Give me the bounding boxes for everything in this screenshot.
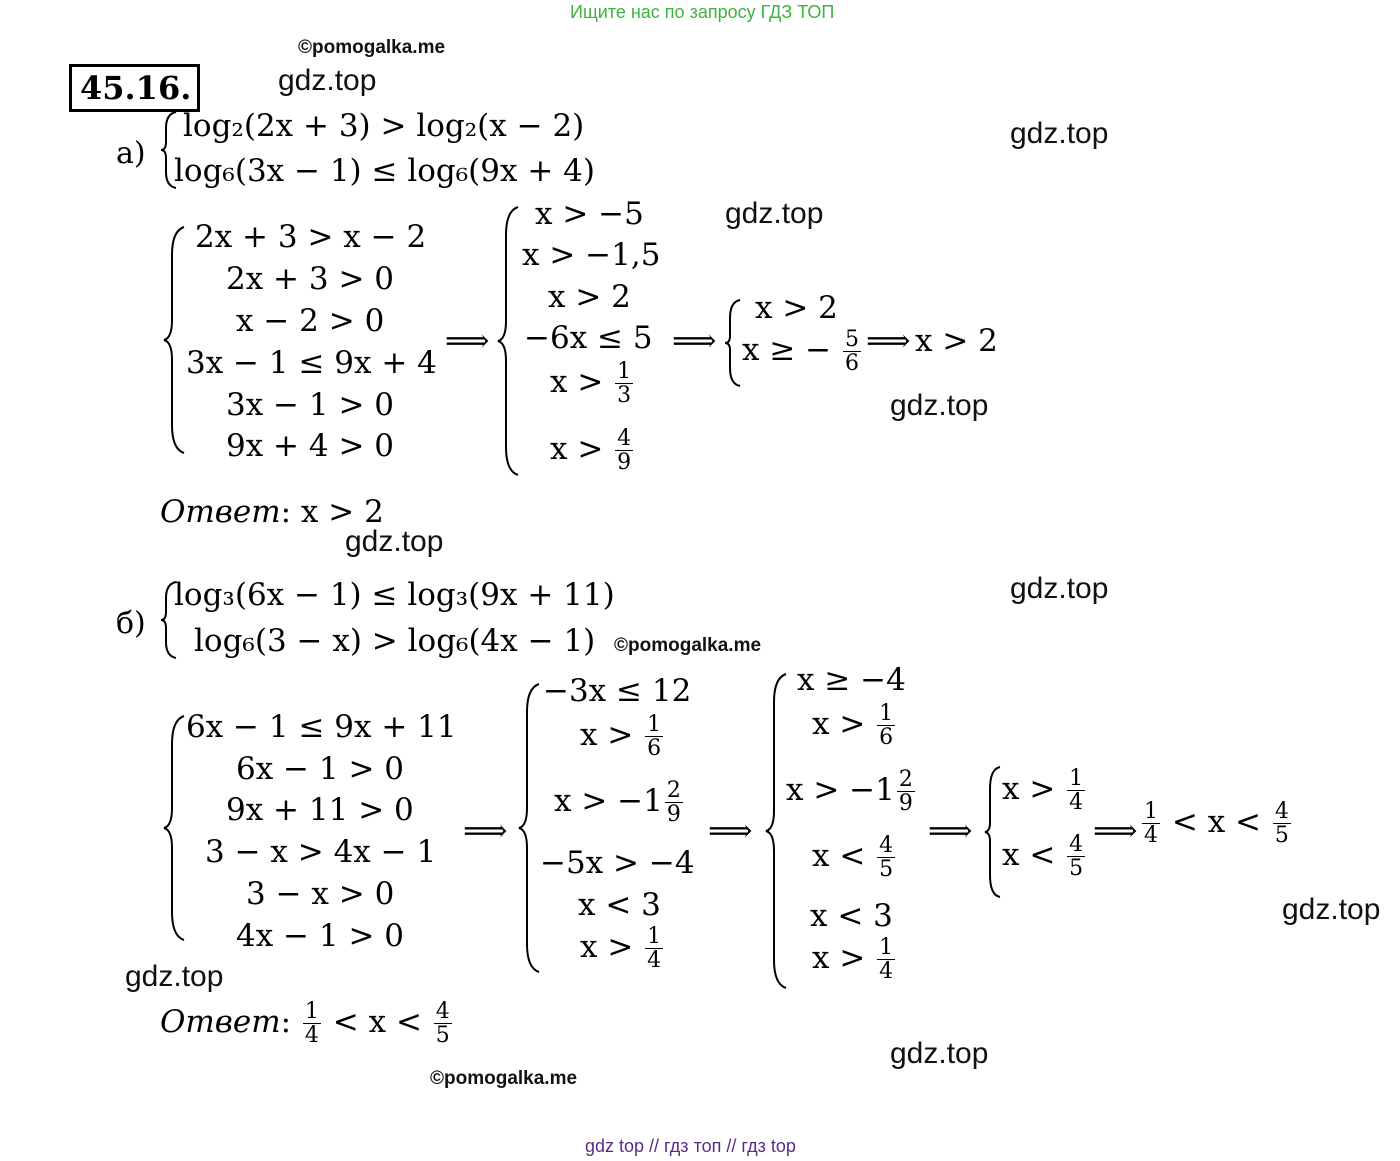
step-line: 6x − 1 > 0 xyxy=(236,751,405,787)
brace xyxy=(764,672,790,990)
step-line: 4x − 1 > 0 xyxy=(236,918,405,954)
fraction: $\frac{2}{9}$ xyxy=(898,767,913,817)
top-banner: Ищите нас по запросу ГДЗ ТОП xyxy=(570,2,835,22)
watermark: gdz.top xyxy=(1010,572,1109,605)
step-line: 3 − x > 0 xyxy=(246,876,395,912)
watermark: gdz.top xyxy=(890,1037,989,1070)
fraction: $\frac{2}{9}$ xyxy=(666,778,681,828)
fraction: $\frac{4}{5}$ xyxy=(1274,799,1289,849)
step-line: x > $\frac{1}{6}$ xyxy=(812,701,894,751)
watermark: gdz.top xyxy=(1010,117,1109,150)
step-line: 2x + 3 > 0 xyxy=(226,261,395,297)
brace xyxy=(496,205,522,477)
bottom-banner: gdz top // гдз топ // гдз top xyxy=(585,1136,796,1156)
answer: Ответ: x > 2 xyxy=(160,494,384,530)
part-b-label: б) xyxy=(116,606,146,641)
step-line: 9x + 11 > 0 xyxy=(226,792,414,828)
step-line: 9x + 4 > 0 xyxy=(226,428,395,464)
watermark: gdz.top xyxy=(278,64,377,97)
brace xyxy=(162,714,188,942)
step-line: x > −1,5 xyxy=(522,237,661,273)
implies-arrow: ⟹ xyxy=(463,813,508,849)
step-line: x < 3 xyxy=(810,898,893,934)
answer: Ответ: $\frac{1}{4}$ < x < $\frac{4}{5}$ xyxy=(160,999,450,1049)
brace xyxy=(517,682,543,974)
step-line: x > $\frac{1}{4}$ xyxy=(1002,766,1084,816)
step-line: x > −5 xyxy=(535,196,644,232)
step-line: 3x − 1 > 0 xyxy=(226,387,395,423)
implies-arrow: ⟹ xyxy=(928,813,973,849)
brace xyxy=(724,298,744,388)
step-line: x < 3 xyxy=(578,887,661,923)
watermark: gdz.top xyxy=(1282,893,1381,926)
step-line: x > $\frac{1}{4}$ xyxy=(580,924,662,974)
watermark: gdz.top xyxy=(125,960,224,993)
part-a-label: а) xyxy=(116,136,146,171)
step-line: x > $\frac{1}{3}$ xyxy=(550,359,632,409)
fraction: $\frac{1}{4}$ xyxy=(647,924,662,974)
step-line: 3 − x > 4x − 1 xyxy=(205,834,437,870)
step-line: 2x + 3 > x − 2 xyxy=(195,219,427,255)
step-line: x > 2 xyxy=(548,279,631,315)
fraction: $\frac{4}{9}$ xyxy=(617,426,632,476)
step-line: x > $\frac{1}{4}$ xyxy=(812,935,894,985)
implies-arrow: ⟹ xyxy=(1093,813,1138,849)
fraction: $\frac{1}{4}$ xyxy=(879,935,894,985)
copyright-mark: ©pomogalka.me xyxy=(614,635,762,656)
step-line: x > −1 $\frac{2}{9}$ xyxy=(786,767,913,817)
watermark: gdz.top xyxy=(890,389,989,422)
brace xyxy=(984,765,1004,899)
fraction: $\frac{4}{5}$ xyxy=(879,833,894,883)
result: $\frac{1}{4}$ < x < $\frac{4}{5}$ xyxy=(1144,799,1289,849)
result: x > 2 xyxy=(915,323,998,359)
step-line: x < $\frac{4}{5}$ xyxy=(1002,832,1084,882)
system-line: log₃(6x − 1) ≤ log₃(9x + 11) xyxy=(174,577,615,613)
copyright-mark: ©pomogalka.me xyxy=(430,1068,578,1089)
fraction: $\frac{1}{3}$ xyxy=(617,359,632,409)
fraction: $\frac{1}{4}$ xyxy=(1144,799,1158,849)
system-line: log₆(3 − x) > log₆(4x − 1) xyxy=(194,623,596,659)
step-line: 6x − 1 ≤ 9x + 11 xyxy=(186,709,457,745)
system-line: log₆(3x − 1) ≤ log₆(9x + 4) xyxy=(174,153,595,189)
step-line: x − 2 > 0 xyxy=(236,303,385,339)
step-line: x > $\frac{1}{6}$ xyxy=(580,712,662,762)
fraction: $\frac{5}{6}$ xyxy=(845,327,859,377)
implies-arrow: ⟹ xyxy=(866,323,911,359)
step-line: −6x ≤ 5 xyxy=(524,320,653,356)
step-line: x > 2 xyxy=(755,290,838,326)
step-line: x ≥ −4 xyxy=(797,662,906,698)
system-line: log₂(2x + 3) > log₂(x − 2) xyxy=(183,108,585,144)
fraction: $\frac{1}{6}$ xyxy=(879,701,894,751)
fraction: $\frac{4}{5}$ xyxy=(435,999,450,1049)
problem-number: 45.16. xyxy=(69,64,200,112)
step-line: 3x − 1 ≤ 9x + 4 xyxy=(186,345,437,381)
implies-arrow: ⟹ xyxy=(445,323,490,359)
fraction: $\frac{1}{4}$ xyxy=(1069,766,1084,816)
implies-arrow: ⟹ xyxy=(708,813,753,849)
watermark: gdz.top xyxy=(345,525,444,558)
fraction: $\frac{4}{5}$ xyxy=(1069,832,1084,882)
fraction: $\frac{1}{4}$ xyxy=(304,999,319,1049)
step-line: −3x ≤ 12 xyxy=(543,673,692,709)
copyright-mark: ©pomogalka.me xyxy=(298,37,446,58)
step-line: x < $\frac{4}{5}$ xyxy=(812,833,894,883)
brace xyxy=(162,225,188,455)
implies-arrow: ⟹ xyxy=(672,323,717,359)
fraction: $\frac{1}{6}$ xyxy=(647,712,662,762)
step-line: −5x > −4 xyxy=(540,845,695,881)
watermark: gdz.top xyxy=(725,197,824,230)
step-line: x > $\frac{4}{9}$ xyxy=(550,426,632,476)
step-line: x > −1 $\frac{2}{9}$ xyxy=(554,778,681,828)
step-line: x ≥ − $\frac{5}{6}$ xyxy=(742,327,859,377)
